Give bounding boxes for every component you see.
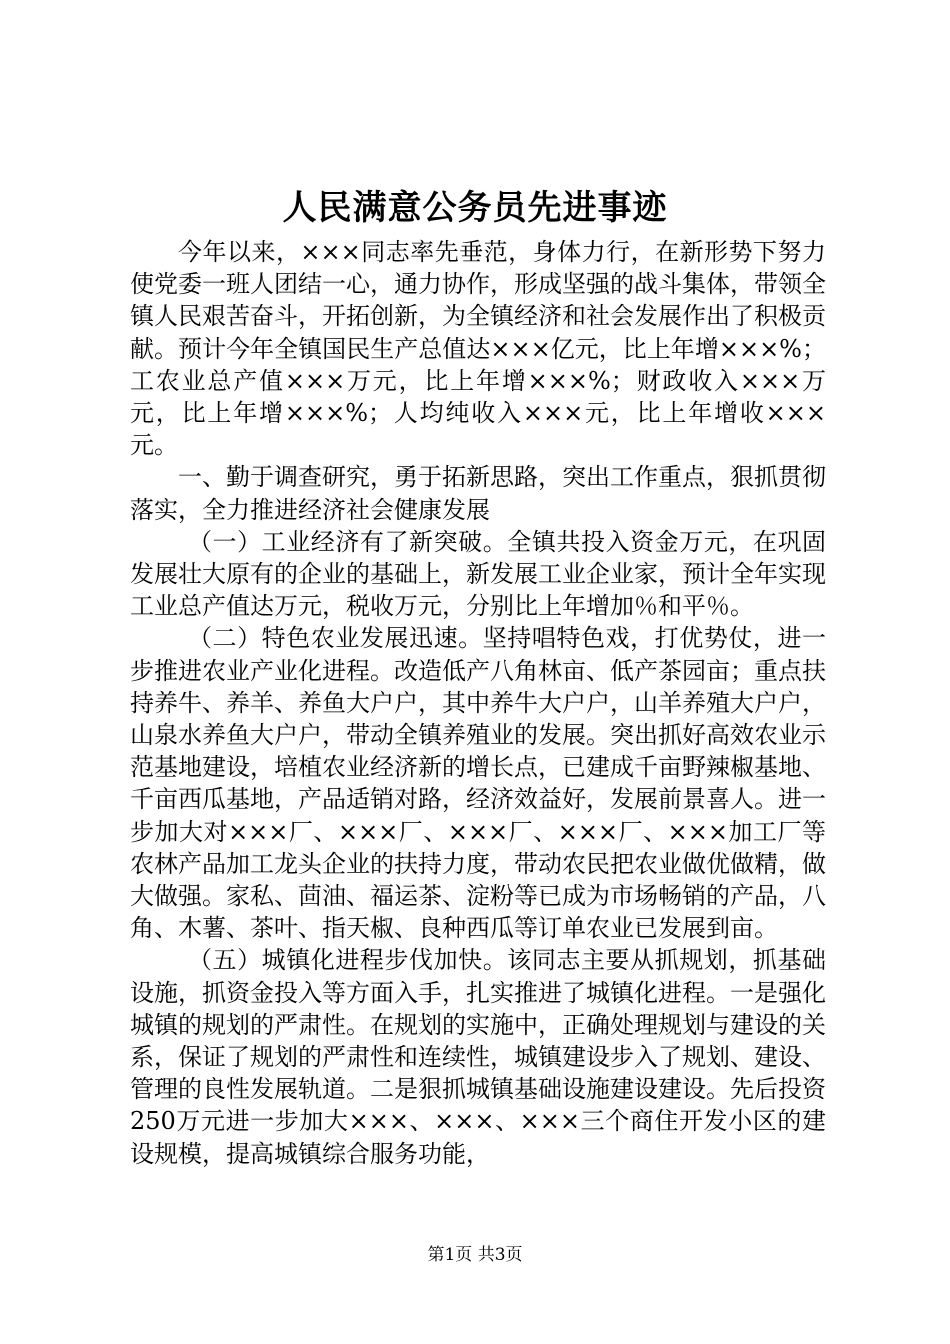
paragraph-section-heading: 一、勤于调查研究，勇于拓新思路，突出工作重点，狠抓贯彻落实，全力推进经济社会健康发展: [130, 463, 826, 524]
paragraph-agriculture: （二）特色农业发展迅速。坚持唱特色戏，打优势仗，进一步推进农业产业化进程。改造低产八角林亩、低产茶园亩；重点扶持养牛、养羊、养鱼大户户，其中养牛大户户，山羊养殖大户户，山泉水养鱼大户户，带动全镇养殖业的发展。突出抓好高效农业示范基地建设，培植农业经济新的增长点，已建成千亩野辣椒基地、千亩西瓜基地，产品适销对路，经济效益好，发展前景喜人。进一步加大对×××厂、×××厂、×××厂、×××厂、×××加工厂等农林产品加工龙头企业的扶持力度，带动农民把农业做优做精，做大做强。家私、茴油、福运茶、淀粉等已成为市场畅销的产品，八角、木薯、茶叶、指天椒、良种西瓜等订单农业已发展到亩。: [130, 624, 826, 943]
paragraph-intro: 今年以来，×××同志率先垂范，身体力行，在新形势下努力使党委一班人团结一心，通力协作，形成坚强的战斗集体，带领全镇人民艰苦奋斗，开拓创新，为全镇经济和社会发展作出了积极贡献。预计今年全镇国民生产总值达×××亿元，比上年增×××%；工农业总产值×××万元，比上年增×××%；财政收入×××万元，比上年增×××%；人均纯收入×××元，比上年增收×××元。: [130, 238, 826, 460]
page-number-footer: 第1页 共3页: [427, 1245, 523, 1265]
paragraph-industry: （一）工业经济有了新突破。全镇共投入资金万元，在巩固发展壮大原有的企业的基础上，新发展工业企业家，预计全年实现工业总产值达万元，税收万元，分别比上年增加％和平％。: [130, 527, 826, 621]
document-body: [130, 236, 826, 1170]
document-title: 人民满意公务员先进事迹: [282, 188, 668, 228]
paragraph-urbanization: （五）城镇化进程步伐加快。该同志主要从抓规划，抓基础设施，抓资金投入等方面入手，扎实推进了城镇化进程。一是强化城镇的规划的严肃性。在规划的实施中，正确处理规划与建设的关系，保证了规划的严肃性和连续性，城镇建设步入了规划、建设、管理的良性发展轨道。二是狠抓城镇基础设施建设建设。先后投资250万元进一步加大×××、×××、×××三个商住开发小区的建设规模，提高城镇综合服务功能，: [130, 946, 826, 1168]
